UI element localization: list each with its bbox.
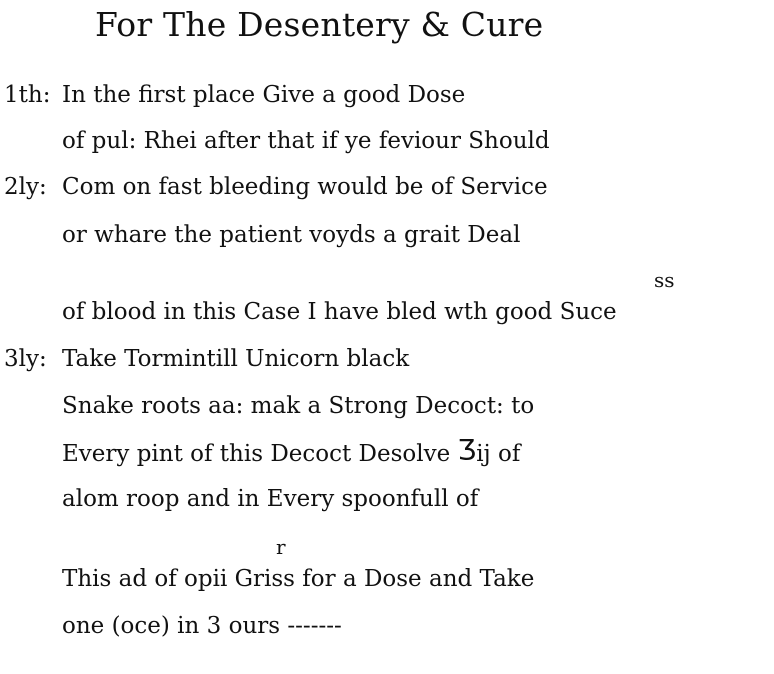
line-text-3: Com on fast bleeding would be of Service <box>62 174 548 200</box>
line-text-10: This ad of opii Griss for a Dose and Take <box>62 566 535 592</box>
superscript-r: r <box>276 535 286 559</box>
line-text-9: alom roop and in Every spoonfull of <box>62 486 479 512</box>
line-text-8 <box>62 433 521 469</box>
apothecary-drachm-symbol: Ʒ <box>457 433 477 466</box>
line-text-4: or whare the patient voyds a grait Deal <box>62 222 521 248</box>
document-title: For The Desentery & Cure <box>95 5 544 44</box>
line-text-2: of pul: Rhei after that if ye feviour Should <box>62 128 550 154</box>
line-text-6: Take Tormintill Unicorn black <box>62 346 410 372</box>
line-text-8-after: ij of <box>476 441 521 467</box>
line-marker-1: 1th: <box>4 82 51 108</box>
superscript-ss: ss <box>654 268 675 292</box>
line-text-1: In the first place Give a good Dose <box>62 82 466 108</box>
line-text-8-before: Every pint of this Decoct Desolve <box>62 441 458 467</box>
line-text-5: of blood in this Case I have bled wth good Suce <box>62 299 617 325</box>
line-marker-6: 3ly: <box>4 346 47 372</box>
line-text-11: one (oce) in 3 ours ------- <box>62 613 342 639</box>
line-text-7: Snake roots aa: mak a Strong Decoct: to <box>62 393 535 419</box>
line-marker-3: 2ly: <box>4 174 47 200</box>
